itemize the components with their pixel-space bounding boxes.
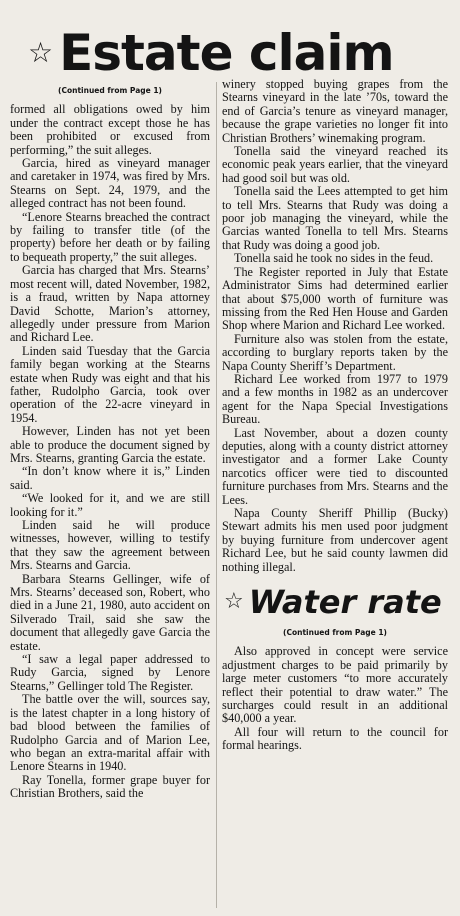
continued-line: (Continued from Page 1) [283,628,387,638]
paragraph: formed all obligations owed by him under the contract except those he has been prohibited or excused from performing,” the suit alleges. [10,102,210,157]
paragraph: The battle over the will, sources say, is the latest chapter in a long history of bad blood between the families of Rudolpho Garcia and of Marion Lee, who began an extra-marital affair with Lenore Stearns in 1940. [10,692,210,774]
left-column [10,84,210,801]
paragraph: Also approved in concept were service adjustment charges to be paid primarily by large meter customers “to more accurately reflect their potential to draw water.” The surcharges could result in an additional $40,000 a year. [222,644,448,726]
paragraph: Tonella said the vineyard reached its economic peak years earlier, that the vineyard had good soil but was old. [222,144,448,185]
paragraph: Garcia, hired as vineyard manager and caretaker in 1974, was fired by Mrs. Stearns on Sept. 24, 1979, and the alleged contract has not been found. [10,156,210,211]
paragraph: The Register reported in July that Estate Administrator Sims had determined earlier that about $75,000 worth of furniture was missing from the Red Hen House and Garden Shop where Marion and Richard Lee worked. [222,264,448,333]
paragraph: Last November, about a dozen county deputies, along with a county district attorney investigator and a former Lake County narcotics officer were tied to discounted furniture purchases from Mrs. Stearns and the Lees. [222,425,448,507]
paragraph: “In don’t know where it is,” Linden said. [10,464,210,492]
star-icon: ☆ [224,589,244,615]
paragraph: Furniture also was stolen from the estate, according to burglary reports taken by the Napa County Sheriff’s Department. [222,331,448,373]
paragraph: However, Linden has not yet been able to produce the document signed by Mrs. Stearns, granting Garcia the estate. [10,424,210,465]
paragraph: Linden said he will produce witnesses, however, willing to testify that they saw the agreement between Mrs. Stearns and Garcia. [10,518,210,573]
paragraph: winery stopped buying grapes from the Stearns vineyard in the late ’70s, toward the end of Garcia’s tenure as vineyard manager, because the grape varieties no longer fit into Christian Brothers’ winemaking program. [222,77,448,145]
paragraph: Barbara Stearns Gellinger, wife of Mrs. Stearns’ deceased son, Robert, who died in a June 21, 1980, auto accident on Silverado Trail, said she saw the document that allegedly gave Garcia the estate. [10,571,210,653]
continued-line: (Continued from Page 1) [58,86,162,95]
paragraph: Linden said Tuesday that the Garcia family began working at the Stearns estate when Rudy was eight and that his father, Rudolpho Garcia, took over operation of the 22-acre vineyard in 1954. [10,343,210,425]
paragraph: Tonella said he took no sides in the feud. [234,251,434,266]
paragraph: Garcia has charged that Mrs. Stearns’ most recent will, dated November, 1982, is a fraud, written by Napa attorney David Schotte, Marion’s attorney, allegedly under pressure from Marion and Richard Lee. [10,263,210,345]
headline-text: Estate claim [59,24,394,82]
paragraph: “I saw a legal paper addressed to Rudy Garcia, signed by Lenore Stearns,” Gellinger told The Register. [10,652,210,693]
paragraph: “Lenore Stearns breached the contract by failing to transfer title (of the property) before her death or by failing to bequeath property,” the suit alleges. [10,209,210,264]
paragraph: “We looked for it, and we are still looking for it.” [10,491,210,519]
paragraph: All four will return to the council for formal hearings. [222,724,448,753]
subheadline-text: Water rate [248,583,442,622]
paragraph: Napa County Sheriff Phillip (Bucky) Stewart admits his men used poor judgment by buying furniture from undercover agent Richard Lee, but he said county lawmen did nothing illegal. [222,506,448,574]
paragraph: Richard Lee worked from 1977 to 1979 and a few months in 1982 as an undercover agent for the Napa Special Investigations Bureau. [222,371,448,427]
star-icon: ☆ [28,36,54,69]
paragraph: Tonella said the Lees attempted to get him to tell Mrs. Stearns that Rudy was doing a poor job managing the vineyard, while the Garcias wanted Tonella to tell Mrs. Stearns that Rudy was doing a good job. [222,184,448,252]
right-column [222,78,448,753]
column-divider [216,82,217,908]
subheadline [224,584,448,620]
paragraph: Ray Tonella, former grape buyer for Christian Brothers, said the [10,772,210,801]
